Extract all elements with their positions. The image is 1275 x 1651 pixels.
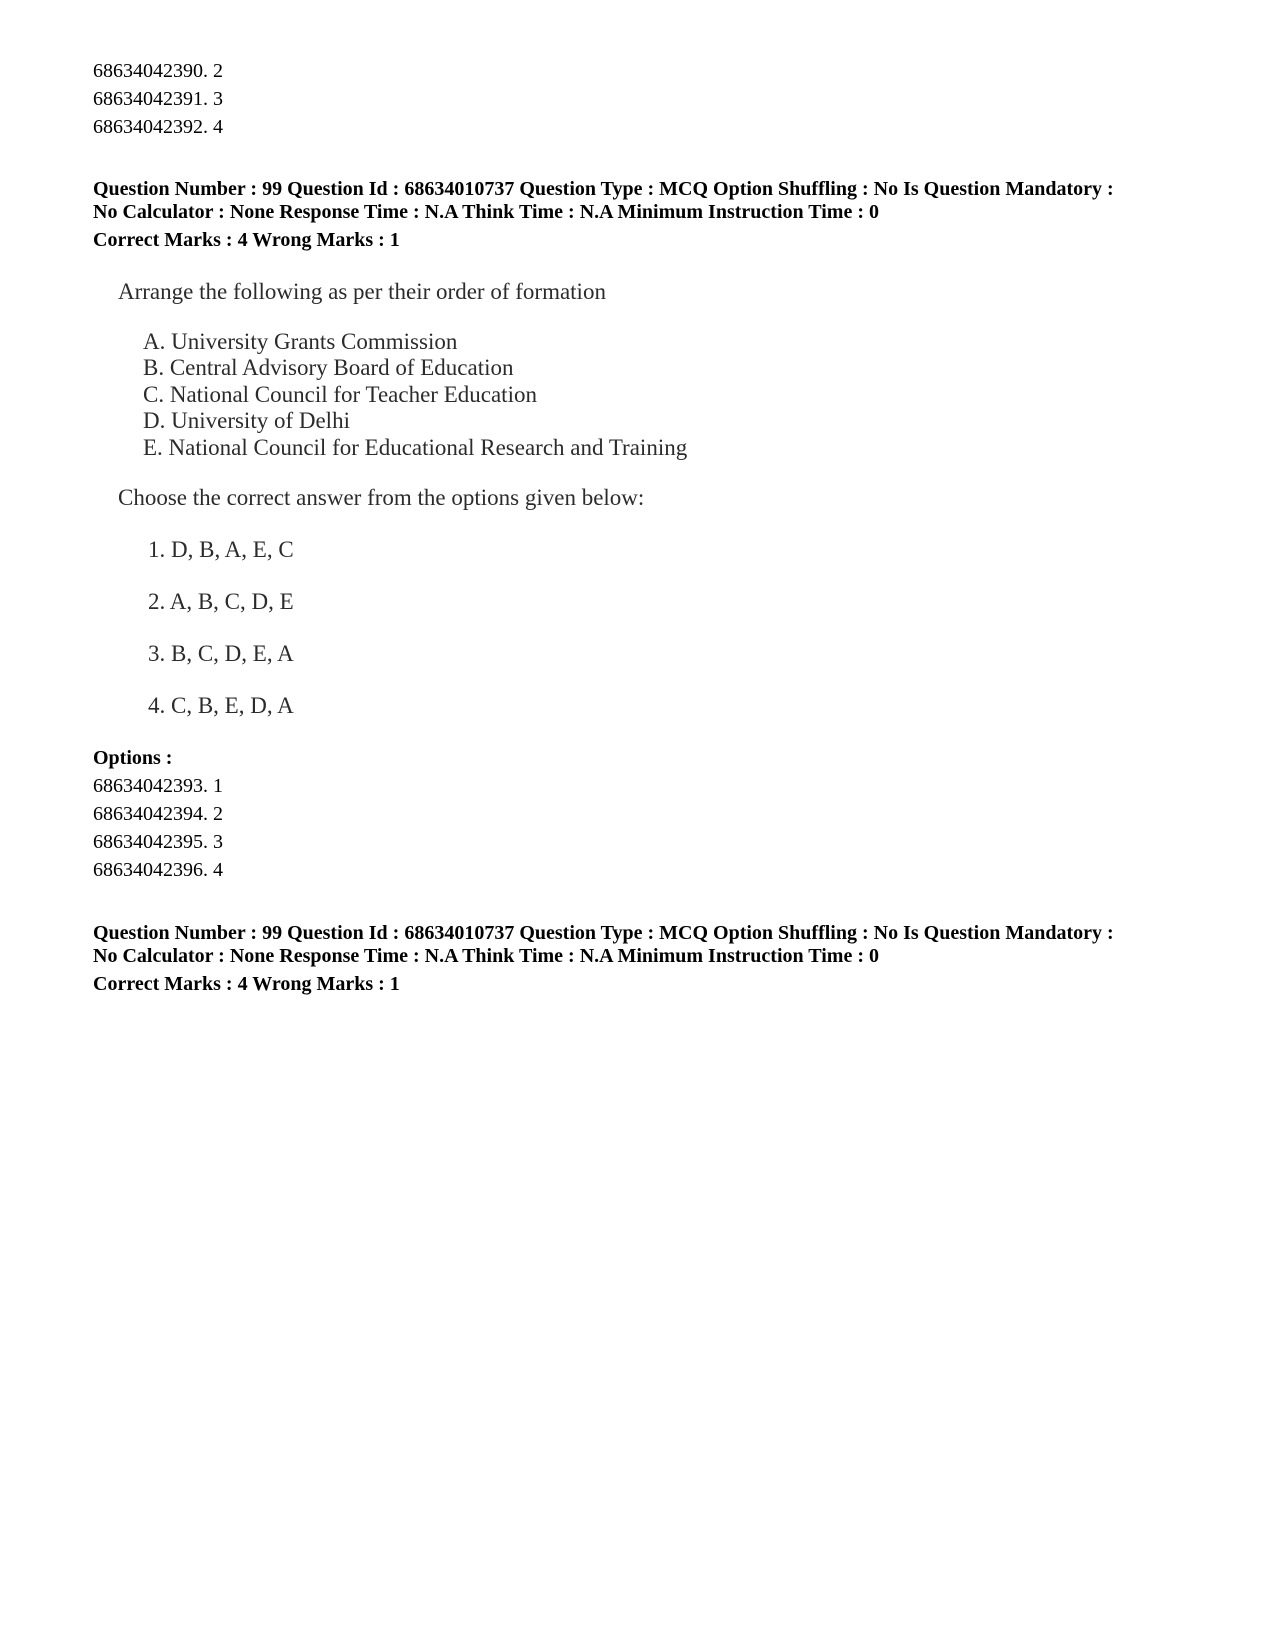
answer-choice: 1. D, B, A, E, C	[148, 537, 294, 562]
option-item: 68634042393. 1	[93, 775, 223, 797]
options-label: Options :	[93, 747, 173, 769]
option-item: 68634042394. 2	[93, 803, 223, 825]
statement-item: C. National Council for Teacher Education	[143, 382, 537, 407]
statement-item: D. University of Delhi	[143, 408, 350, 433]
question-image	[93, 278, 813, 758]
answer-choice: 4. C, B, E, D, A	[148, 693, 294, 718]
statement-item: B. Central Advisory Board of Education	[143, 355, 514, 380]
question-marks: Correct Marks : 4 Wrong Marks : 1	[93, 973, 400, 995]
answer-choice: 3. B, C, D, E, A	[148, 641, 294, 666]
statement-item: A. University Grants Commission	[143, 329, 458, 354]
prev-option: 68634042390. 2	[93, 60, 223, 82]
statement-item: E. National Council for Educational Research and Training	[143, 435, 688, 460]
option-item: 68634042396. 4	[93, 859, 223, 881]
option-item: 68634042395. 3	[93, 831, 223, 853]
answer-choice: 2. A, B, C, D, E	[148, 589, 294, 614]
prev-option: 68634042392. 4	[93, 116, 223, 138]
question-prompt: Arrange the following as per their order of formation	[118, 279, 606, 304]
question-marks: Correct Marks : 4 Wrong Marks : 1	[93, 229, 400, 251]
prev-option: 68634042391. 3	[93, 88, 223, 110]
choose-instruction: Choose the correct answer from the options given below:	[118, 485, 645, 510]
question-header: Question Number : 99 Question Id : 68634010737 Question Type : MCQ Option Shuffling : No Is Question Mandatory :	[93, 922, 1114, 944]
question-header: Question Number : 99 Question Id : 68634010737 Question Type : MCQ Option Shuffling : No Is Question Mandatory :	[93, 178, 1114, 200]
question-header: No Calculator : None Response Time : N.A Think Time : N.A Minimum Instruction Time : 0	[93, 201, 879, 223]
question-header: No Calculator : None Response Time : N.A Think Time : N.A Minimum Instruction Time : 0	[93, 945, 879, 967]
